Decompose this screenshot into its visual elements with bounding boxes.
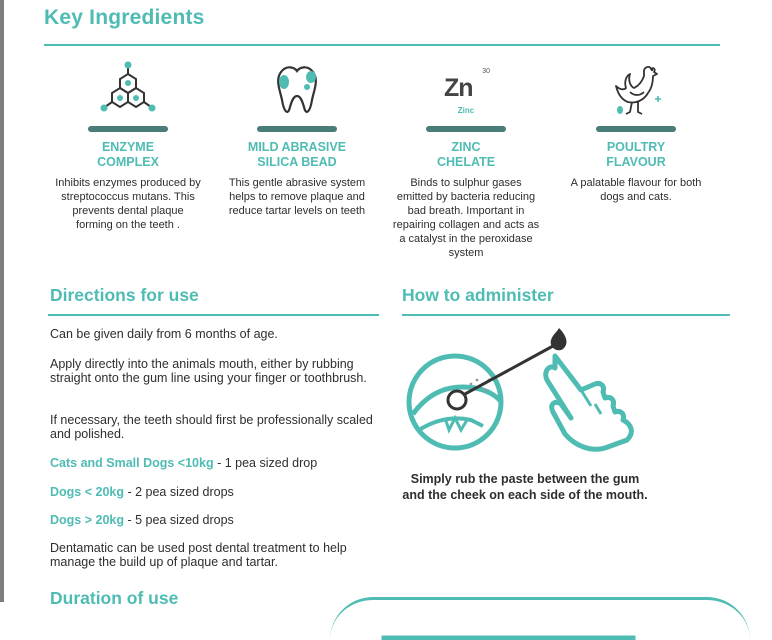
- ingredient-title: ZINC CHELATE: [436, 140, 496, 169]
- administer-heading: How to administer: [402, 285, 554, 305]
- ingredient-divider: [257, 126, 337, 132]
- dose-medium-label: Dogs < 20kg: [50, 485, 124, 499]
- page-edge: [0, 0, 4, 602]
- dose-large-value: - 5 pea sized drops: [124, 513, 234, 527]
- dose-small: [50, 456, 380, 470]
- directions-text-3: If necessary, the teeth should first be professionally scaled and polished.: [50, 413, 373, 441]
- key-ingredients-rule: [44, 44, 720, 46]
- dose-medium-value: - 2 pea sized drops: [124, 485, 234, 499]
- ingredient-divider: [426, 126, 506, 132]
- dose-large-label: Dogs > 20kg: [50, 513, 124, 527]
- ingredient-enzyme-complex: [53, 60, 203, 232]
- ingredient-description: Inhibits enzymes produced by streptococcus mutans. This prevents dental plaque forming on the teeth .: [55, 177, 201, 231]
- dose-small-value: - 1 pea sized drop: [213, 456, 318, 470]
- ingredient-zinc-chelate: [391, 60, 541, 260]
- directions-rule: [48, 314, 379, 316]
- ingredient-divider: [596, 126, 676, 132]
- administer-rule: [402, 314, 730, 316]
- dose-large: [50, 513, 380, 527]
- ingredient-poultry-flavour: [561, 60, 711, 204]
- directions-heading: Directions for use: [50, 285, 199, 305]
- ingredient-title: POULTRY FLAVOUR: [606, 140, 666, 169]
- ingredient-title: ENZYME COMPLEX: [97, 140, 159, 169]
- rooster-icon: [561, 60, 711, 120]
- tooth-icon: [222, 60, 372, 120]
- molecule-icon: [53, 60, 203, 120]
- key-ingredients-heading: Key Ingredients: [44, 6, 205, 29]
- ingredient-silica-bead: [222, 60, 372, 218]
- administer-illustration: [405, 322, 645, 462]
- dose-medium: [50, 485, 380, 499]
- directions-text-1: Can be given daily from 6 months of age.: [50, 327, 278, 341]
- ingredient-description: This gentle abrasive system helps to remove plaque and reduce tartar levels on teeth: [228, 177, 366, 217]
- directions-text-2: Apply directly into the animals mouth, either by rubbing straight onto the gum line using your finger or toothbrush.: [50, 357, 367, 385]
- dose-small-label: Cats and Small Dogs <10kg: [50, 456, 214, 470]
- administer-caption: Simply rub the paste between the gum and the cheek on each side of the mouth.: [402, 472, 648, 502]
- ingredient-title: MILD ABRASIVE SILICA BEAD: [247, 140, 347, 169]
- zinc-element-icon: 30 Zn Zinc: [444, 68, 490, 115]
- bottom-decor-arc: [330, 597, 750, 640]
- duration-heading: Duration of use: [50, 588, 179, 608]
- ingredient-description: Binds to sulphur gases emitted by bacteria reducing bad breath. Important in repairing collagen and acts as a catalyst in the peroxidase system: [392, 177, 540, 259]
- directions-text-4: Dentamatic can be used post dental treatment to help manage the build up of plaque and tartar.: [50, 541, 347, 569]
- ingredient-divider: [88, 126, 168, 132]
- ingredient-description: A palatable flavour for both dogs and cats.: [570, 177, 702, 203]
